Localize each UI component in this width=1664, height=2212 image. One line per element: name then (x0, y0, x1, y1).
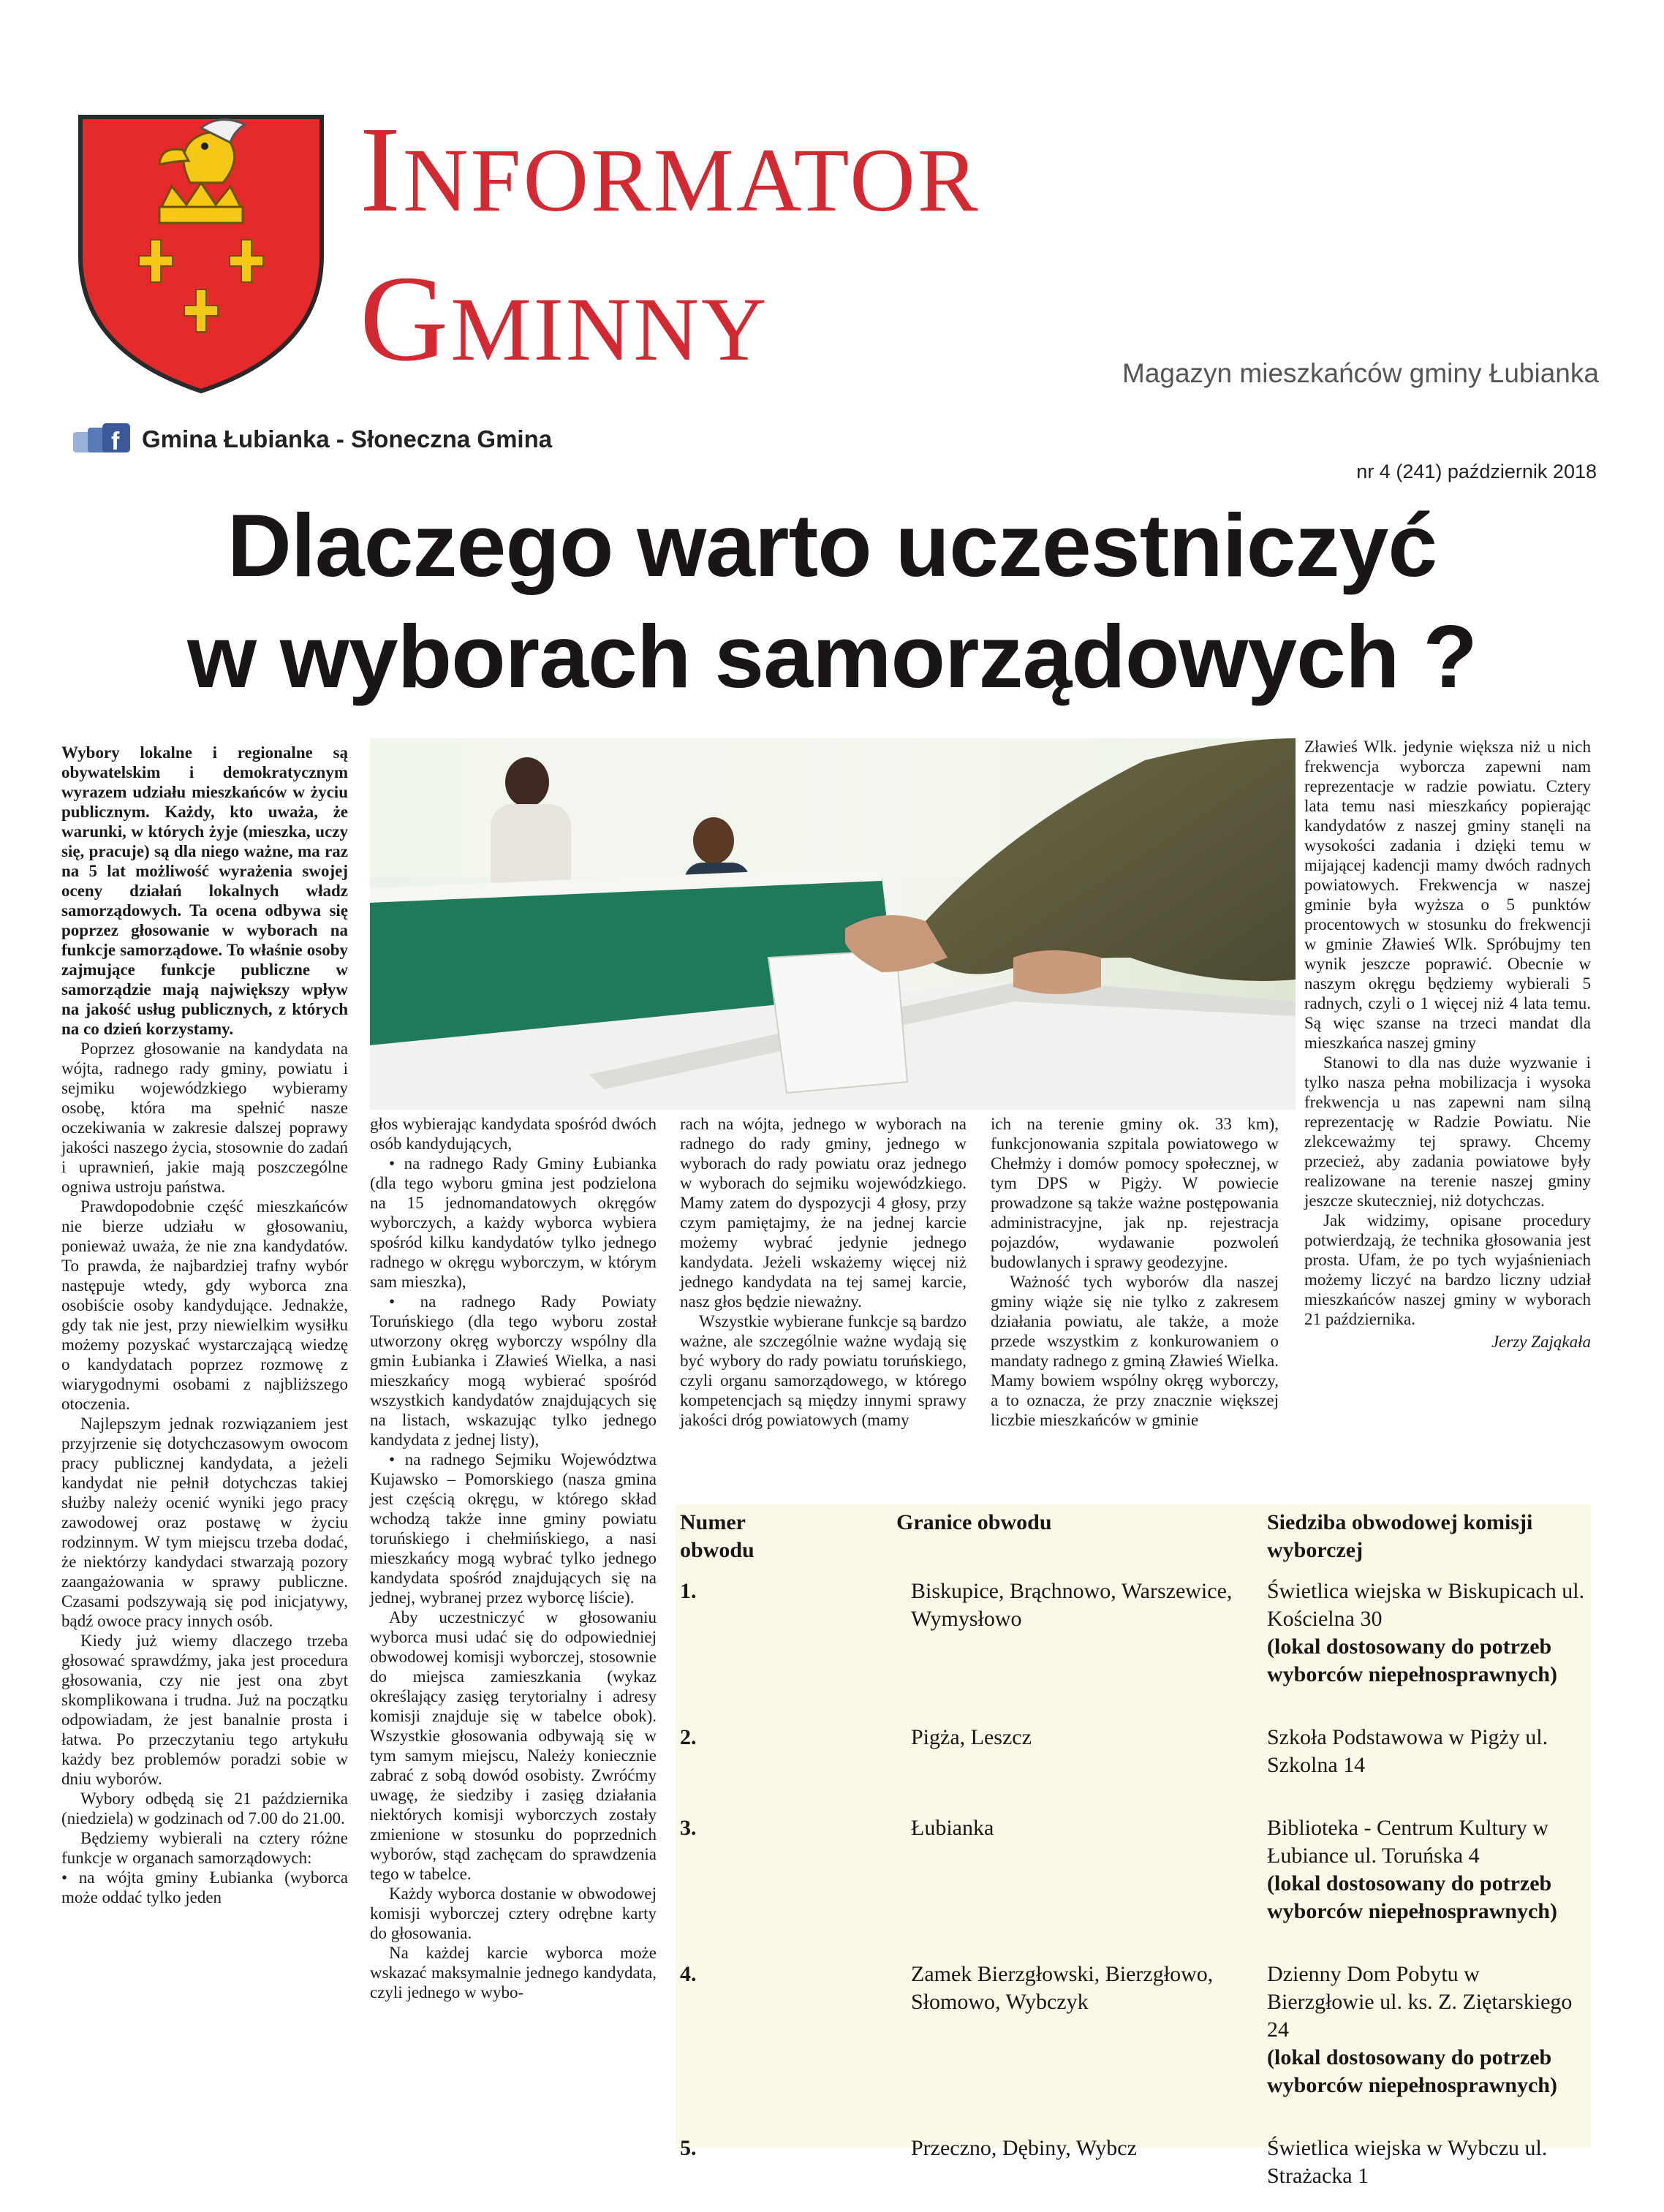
article-paragraph: Kiedy już wiemy dlaczego trzeba głosować sprawdźmy, jaka jest procedura głosowania, czy nie jest ona zbyt skomplikowana i trudna. Już na początku odpowiadam, że jest banalnie prosta i łatwa. Po przeczytaniu tego artykułu każdy bez problemów poradzi sobie w dniu wyborów. (61, 1632, 348, 1788)
district-area: Zamek Bierzgłowski, Bierzgłowo, Słomowo, Wybczyk (911, 1962, 1214, 2014)
district-area: Biskupice, Brąchnowo, Warszewice, Wymysłowo (911, 1579, 1233, 1631)
district-seat (1263, 2121, 1591, 2212)
article-author: Jerzy Zająkała (1491, 1333, 1591, 1351)
district-number: 5. (680, 2136, 697, 2160)
seat-address: Świetlica wiejska w Wybczu ul. Strażacka 1 (1267, 2136, 1548, 2188)
article-paragraph: ich na terenie gminy ok. 33 km), funkcjonowania szpitala powiatowego w Chełmży i domów pomocy społecznej, w tym DPS w Pigży. W powiecie prowadzone są także ważne postępowania administracyjne, jak np. rejestracja pojazdów, wydawanie pozwoleń budowlanych i sprawy geodezyjne. (991, 1115, 1279, 1271)
voting-photo (370, 738, 1296, 1110)
article-paragraph: Jak widzimy, opisane procedury potwierdzają, że technika głosowania jest prosta. Ufam, że po tych wyjaśnieniach możemy liczyć na bardzo liczny udział mieszkańców naszej gminy w wyborach 21 października. (1304, 1211, 1591, 1328)
article-column-3 (680, 1114, 967, 1430)
masthead-title-line1: INFORMATOR (360, 102, 980, 238)
district-number: 1. (680, 1579, 697, 1603)
article-column-2 (370, 1114, 657, 2002)
district-seat (1263, 1564, 1591, 1711)
article-column-1 (61, 743, 348, 1907)
article-paragraph: Poprzez głosowanie na kandydata na wójta, radnego rady gminy, powiatu i sejmiku wojewódzkiego wybieramy osobę, która ma spełnić nasze oczekiwania w zakresie dalszej poprawy jakości naszego życia, stosownie do zadań i uprawnień, jakie mają poszczególne ogniwa ustroju państwa. (61, 1039, 348, 1196)
article-paragraph: Każdy wyborca dostanie w obwodowej komisji wyborczej cztery odrębne karty do głosowania. (370, 1885, 657, 1942)
table-header-row (676, 1504, 1591, 1564)
article-paragraph: Na każdej karcie wyborca może wskazać maksymalnie jednego kandydata, czyli jednego w wybo- (370, 1944, 657, 2001)
seat-address: Biblioteka - Centrum Kultury w Łubiance ul. Toruńska 4 (1267, 1816, 1548, 1868)
district-number: 2. (680, 1725, 697, 1749)
table-header: Siedziba obwodowej komisji wyborczej (1267, 1510, 1533, 1562)
facebook-icon (73, 423, 132, 455)
svg-text:f: f (111, 428, 120, 455)
masthead-tagline: Magazyn mieszkańców gminy Łubianka (1122, 358, 1599, 388)
district-seat (1263, 1801, 1591, 1947)
headline (0, 490, 1664, 712)
article-paragraph: głos wybierając kandydata spośród dwóch osób kandydujących, (370, 1115, 657, 1153)
district-seat (1263, 1711, 1591, 1801)
article-paragraph: Będziemy wybierali na cztery różne funkcje w organach samorządowych: (61, 1829, 348, 1867)
seat-address: Szkoła Podstawowa w Pigży ul. Szkolna 14 (1267, 1725, 1548, 1777)
accessibility-note: (lokal dostosowany do potrzeb wyborców niepełnosprawnych) (1267, 1635, 1557, 1686)
facebook-link[interactable] (73, 421, 552, 458)
voting-districts-table (676, 1504, 1591, 2188)
coat-of-arms (73, 110, 329, 395)
article-bullet: • na radnego Rady Gminy Łubianka (dla tego wyboru gmina jest podzielona na 15 jednomandatowych okręgów wyborczych, a każdy wyborca wybiera spośród kilku kandydatów tylko jednego radnego w okręgu wyborczym, w którym sam mieszka), (370, 1154, 657, 1291)
article-paragraph: Stanowi to dla nas duże wyzwanie i tylko nasza pełna mobilizacja i wysoka frekwencja u nas zapewni nam silną reprezentację w Radzie Powiatu. Nie zlekceważmy tej sprawy. Chcemy przecież, aby zadania powiatowe były realizowane na terenie naszej gminy jeszcze skuteczniej, niż dotychczas. (1304, 1053, 1591, 1210)
article-column-5 (1304, 737, 1591, 1352)
district-seat (1263, 1947, 1591, 2121)
article-column-4 (991, 1114, 1279, 1430)
article-bullet: • na wójta gminy Łubianka (wyborca może oddać tylko jeden (61, 1868, 348, 1906)
article-bullet: • na radnego Sejmiku Województwa Kujawsko – Pomorskiego (nasza gmina jest częścią okręgu, w którego skład wchodzą także inne gminy powiatu toruńskiego i chełmińskiego, a nasi mieszkańcy mogą wybrać tylko jednego kandydata spośród znajdujących się na jednej, wybranej przez wyborcę liście). (370, 1450, 657, 1607)
article-paragraph: Wszystkie wybierane funkcje są bardzo ważne, ale szczególnie ważne wydają się być wybory do rady powiatu toruńskiego, czyli organu samorządowego, w którego kompetencjach są między innymi sprawy jakości dróg powiatowych (mamy (680, 1312, 967, 1429)
article-paragraph: Aby uczestniczyć w głosowaniu wyborca musi udać się do odpowiedniej obwodowej komisji wyborczej, stosownie do miejsca zamieszkania (wykaz określający zasięg terytorialny i adresy komisji znajduje się w tabelce obok). Wszystkie głosowania odbywają się w tym samym miejscu, Należy koniecznie zabrać z sobą dowód osobisty. Zwróćmy uwagę, że siedziby i zasięg działania niektórych komisji wyborczych zostały zmienione w stosunku do poprzednich wyborów, stąd zachęcam do sprawdzenia tego w tabelce. (370, 1608, 657, 1883)
issue-number: nr 4 (241) październik 2018 (1356, 461, 1597, 482)
table-header: Numer obwodu (680, 1510, 755, 1562)
headline-line2: w wyborach samorządowych ? (187, 607, 1477, 706)
table-row (676, 1947, 1591, 2121)
district-number: 4. (680, 1962, 697, 1986)
facebook-label: Gmina Łubianka - Słoneczna Gmina (142, 425, 553, 452)
article-paragraph: Prawdopodobnie część mieszkańców nie bierze udziału w głosowaniu, ponieważ uważa, że nie zna kandydatów. To prawda, że najbardziej trafny wybór następuje wtedy, gdy wyborca zna osobiście osoby kandydujące. Jednakże, gdy tak nie jest, przy niewielkim wysiłku możemy pozyskać wystarczającą wiedzę o kandydatach poprzez rozmowę z wiarygodnymi osobami z najbliższego otoczenia. (61, 1197, 348, 1413)
article-lead: Wybory lokalne i regionalne są obywatelskim i demokratycznym wyrazem udziału mieszkańców w życiu publicznym. Każdy, kto uważa, że warunki, w których żyje (mieszka, uczy się, pracuje) są dla niego ważne, ma raz na 5 lat możliwość wyrażenia swojej oceny działań lokalnych władz samorządowych. Ta ocena odbywa się poprzez głosowanie w wyborach na funkcje samorządowe. To właśnie osoby zajmujące funkcje publiczne w samorządzie mają największy wpływ na jakość usług publicznych, z których na co dzień korzystamy. (61, 743, 348, 1038)
accessibility-note: (lokal dostosowany do potrzeb wyborców niepełnosprawnych) (1267, 1871, 1557, 1923)
district-area: Pigża, Leszcz (911, 1725, 1032, 1749)
table-header: Granice obwodu (896, 1510, 1052, 1534)
headline-line1: Dlaczego warto uczestniczyć (227, 496, 1437, 595)
table-row (676, 1711, 1591, 1801)
masthead-title-line2: GMINNY (360, 251, 769, 387)
seat-address: Dzienny Dom Pobytu w Bierzgłowie ul. ks. Z. Ziętarskiego 24 (1267, 1962, 1573, 2042)
article-paragraph: Zławieś Wlk. jedynie większa niż u nich frekwencja wyborcza zapewni nam reprezentacje w radzie powiatu. Cztery lata temu nasi mieszkańcy popierając kandydatów z naszej gminy stanęli na wysokości zadania i dzięki temu w mijającej kadencji mamy dwóch radnych powiatowych. Frekwencja w naszej gminie była wyższa o 5 punktów procentowych w stosunku do frekwencji w gminie Zławieś Wlk. Spróbujmy ten wynik jeszcze poprawić. Obecnie w naszym okręgu będziemy wybierali 5 radnych, czyli o 1 więcej niż 4 lata temu. Są więc szanse na trzeci mandat dla mieszkańca naszej gminy (1304, 738, 1591, 1052)
district-area: Łubianka (911, 1816, 994, 1840)
district-area: Przeczno, Dębiny, Wybcz (911, 2136, 1137, 2160)
article-paragraph: Ważność tych wyborów dla naszej gminy wiąże się nie tylko z zakresem działania powiatu, ale także, a może przede wszystkim z konkurowaniem o mandaty radnego z gminą Zławieś Wielka. Mamy bowiem wspólny okręg wyborczy, a to oznacza, że przy znacznie większej liczbie mieszkańców w gminie (991, 1273, 1279, 1429)
table-row (676, 2121, 1591, 2212)
article-paragraph: rach na wójta, jednego w wyborach na radnego do rady gminy, jednego w wyborach do rady powiatu oraz jednego w wyborach do sejmiku wojewódzkiego. Mamy zatem do dyspozycji 4 głosy, przy czym pamiętajmy, że na jednej karcie możemy wybrać jedynie jednego kandydata. Jeżeli wskażemy więcej niż jednego kandydata na tej samej karcie, nasz głos będzie nieważny. (680, 1115, 967, 1311)
district-number: 3. (680, 1816, 697, 1840)
table-row (676, 1801, 1591, 1947)
accessibility-note: (lokal dostosowany do potrzeb wyborców niepełnosprawnych) (1267, 2045, 1557, 2097)
article-paragraph: Wybory odbędą się 21 października (niedziela) w godzinach od 7.00 do 21.00. (61, 1789, 348, 1827)
article-paragraph: Najlepszym jednak rozwiązaniem jest przyjrzenie się dotychczasowym owocom pracy publicznej kandydata, a jeżeli kandydat nie pełnił dotychczas takiej służby należy ocenić wyniki jego pracy zawodowej oraz postawę w życiu rodzinnym. W tym miejscu trzeba dodać, że niektórzy kandydaci stwarzają pozory zaangażowania w sprawy publiczne. Czasami podszywają się pod inicjatywy, bądź owoce pracy innych osób. (61, 1414, 348, 1630)
article-bullet: • na radnego Rady Powiaty Toruńskiego (dla tego wyboru został utworzony okręg wyborczy wspólny dla gmin Łubianka i Zławieś Wielka, a nasi mieszkańcy mogą wybierać spośród wszystkich kandydatów znajdujących się na listach, wskazując tylko jednego kandydata z jednej listy), (370, 1292, 657, 1449)
table-row (676, 1564, 1591, 1711)
seat-address: Świetlica wiejska w Biskupicach ul. Kościelna 30 (1267, 1579, 1585, 1631)
